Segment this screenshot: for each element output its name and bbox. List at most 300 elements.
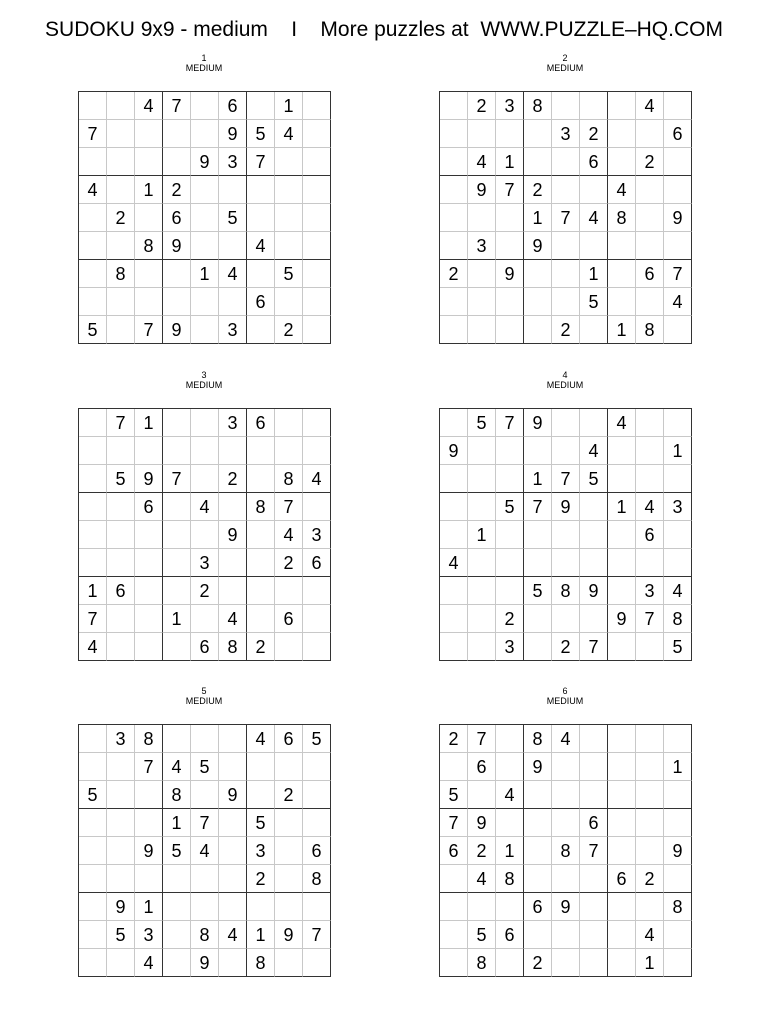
sudoku-cell xyxy=(107,809,135,837)
sudoku-cell xyxy=(664,409,692,437)
sudoku-cell xyxy=(135,633,163,661)
sudoku-cell: 6 xyxy=(580,148,608,176)
sudoku-cell: 9 xyxy=(664,837,692,865)
sudoku-cell xyxy=(440,120,468,148)
sudoku-cell xyxy=(79,921,107,949)
sudoku-cell: 6 xyxy=(247,409,275,437)
sudoku-cell: 2 xyxy=(636,865,664,893)
sudoku-cell: 7 xyxy=(636,605,664,633)
sudoku-cell xyxy=(163,893,191,921)
sudoku-cell: 9 xyxy=(440,437,468,465)
sudoku-cell xyxy=(580,949,608,977)
sudoku-cell: 8 xyxy=(107,260,135,288)
sudoku-cell xyxy=(275,865,303,893)
sudoku-cell xyxy=(496,288,524,316)
sudoku-cell xyxy=(524,120,552,148)
sudoku-cell xyxy=(608,148,636,176)
sudoku-cell: 4 xyxy=(468,148,496,176)
sudoku-cell xyxy=(303,605,331,633)
sudoku-cell: 5 xyxy=(664,633,692,661)
sudoku-cell xyxy=(247,316,275,344)
sudoku-grid xyxy=(78,724,331,977)
sudoku-grid xyxy=(78,91,331,344)
sudoku-cell: 7 xyxy=(303,921,331,949)
sudoku-cell xyxy=(524,549,552,577)
sudoku-cell xyxy=(303,120,331,148)
sudoku-cell: 6 xyxy=(440,837,468,865)
sudoku-cell xyxy=(552,232,580,260)
sudoku-cell xyxy=(636,549,664,577)
sudoku-cell xyxy=(496,549,524,577)
sudoku-cell xyxy=(135,437,163,465)
sudoku-cell xyxy=(275,633,303,661)
sudoku-cell: 7 xyxy=(135,753,163,781)
sudoku-cell: 2 xyxy=(247,633,275,661)
sudoku-cell xyxy=(107,316,135,344)
sudoku-cell xyxy=(303,288,331,316)
sudoku-cell xyxy=(664,148,692,176)
sudoku-cell xyxy=(440,865,468,893)
sudoku-cell xyxy=(664,92,692,120)
sudoku-cell xyxy=(219,176,247,204)
sudoku-cell xyxy=(303,148,331,176)
sudoku-cell xyxy=(552,921,580,949)
sudoku-cell: 3 xyxy=(636,577,664,605)
sudoku-cell: 4 xyxy=(219,921,247,949)
sudoku-cell xyxy=(440,148,468,176)
sudoku-cell xyxy=(303,260,331,288)
sudoku-cell: 6 xyxy=(219,92,247,120)
sudoku-cell xyxy=(79,521,107,549)
sudoku-cell: 7 xyxy=(79,120,107,148)
sudoku-cell: 9 xyxy=(135,837,163,865)
sudoku-cell: 4 xyxy=(303,465,331,493)
sudoku-cell xyxy=(664,232,692,260)
sudoku-cell xyxy=(135,120,163,148)
sudoku-cell xyxy=(79,865,107,893)
sudoku-cell xyxy=(552,260,580,288)
sudoku-cell xyxy=(107,949,135,977)
sudoku-cell: 9 xyxy=(580,577,608,605)
sudoku-cell xyxy=(636,409,664,437)
sudoku-cell xyxy=(163,288,191,316)
sudoku-cell xyxy=(107,605,135,633)
sudoku-cell xyxy=(79,949,107,977)
sudoku-cell xyxy=(524,837,552,865)
sudoku-cell: 5 xyxy=(219,204,247,232)
sudoku-cell xyxy=(496,232,524,260)
sudoku-cell xyxy=(580,865,608,893)
sudoku-cell xyxy=(608,725,636,753)
sudoku-cell xyxy=(664,725,692,753)
sudoku-cell: 7 xyxy=(664,260,692,288)
sudoku-cell xyxy=(163,493,191,521)
puzzle-number: 5 xyxy=(201,686,207,696)
sudoku-cell: 2 xyxy=(636,148,664,176)
sudoku-cell xyxy=(636,204,664,232)
sudoku-cell xyxy=(163,865,191,893)
puzzle-number: 1 xyxy=(201,53,207,63)
sudoku-cell xyxy=(608,288,636,316)
sudoku-cell xyxy=(79,409,107,437)
puzzle-level: MEDIUM xyxy=(546,380,584,390)
sudoku-cell xyxy=(303,409,331,437)
sudoku-cell xyxy=(608,753,636,781)
sudoku-cell: 9 xyxy=(552,493,580,521)
sudoku-cell: 9 xyxy=(524,232,552,260)
sudoku-cell xyxy=(191,120,219,148)
sudoku-cell xyxy=(79,288,107,316)
sudoku-cell xyxy=(496,577,524,605)
sudoku-cell xyxy=(580,921,608,949)
sudoku-cell xyxy=(275,893,303,921)
sudoku-cell xyxy=(636,809,664,837)
sudoku-cell xyxy=(552,949,580,977)
sudoku-cell xyxy=(135,577,163,605)
sudoku-cell xyxy=(247,577,275,605)
sudoku-cell xyxy=(303,316,331,344)
sudoku-cell xyxy=(524,148,552,176)
sudoku-cell xyxy=(664,865,692,893)
sudoku-cell: 7 xyxy=(135,316,163,344)
sudoku-cell xyxy=(496,437,524,465)
sudoku-cell xyxy=(580,753,608,781)
sudoku-cell: 2 xyxy=(107,204,135,232)
sudoku-cell xyxy=(303,809,331,837)
sudoku-cell xyxy=(79,437,107,465)
sudoku-cell xyxy=(440,316,468,344)
sudoku-cell xyxy=(275,176,303,204)
sudoku-cell xyxy=(247,260,275,288)
sudoku-cell xyxy=(275,148,303,176)
sudoku-cell xyxy=(163,633,191,661)
sudoku-cell xyxy=(135,148,163,176)
sudoku-cell: 5 xyxy=(79,781,107,809)
sudoku-cell xyxy=(219,893,247,921)
sudoku-cell xyxy=(496,204,524,232)
puzzle-number: 6 xyxy=(562,686,568,696)
sudoku-cell xyxy=(608,837,636,865)
sudoku-cell: 4 xyxy=(552,725,580,753)
sudoku-cell xyxy=(163,549,191,577)
sudoku-cell xyxy=(496,521,524,549)
sudoku-cell: 9 xyxy=(163,316,191,344)
sudoku-grid xyxy=(439,408,692,661)
sudoku-cell xyxy=(107,837,135,865)
sudoku-cell: 3 xyxy=(664,493,692,521)
sudoku-cell: 5 xyxy=(107,465,135,493)
sudoku-cell: 2 xyxy=(191,577,219,605)
sudoku-cell xyxy=(247,465,275,493)
sudoku-cell xyxy=(79,753,107,781)
sudoku-cell: 5 xyxy=(303,725,331,753)
sudoku-cell: 1 xyxy=(496,837,524,865)
sudoku-cell xyxy=(191,437,219,465)
sudoku-cell: 4 xyxy=(163,753,191,781)
sudoku-cell: 6 xyxy=(303,837,331,865)
sudoku-cell xyxy=(275,837,303,865)
sudoku-cell: 2 xyxy=(552,316,580,344)
sudoku-cell xyxy=(107,753,135,781)
sudoku-cell: 3 xyxy=(496,633,524,661)
sudoku-cell xyxy=(163,725,191,753)
sudoku-cell: 4 xyxy=(636,493,664,521)
sudoku-cell xyxy=(496,465,524,493)
sudoku-cell: 9 xyxy=(468,809,496,837)
sudoku-cell: 5 xyxy=(163,837,191,865)
sudoku-cell xyxy=(219,288,247,316)
sudoku-cell xyxy=(107,148,135,176)
sudoku-cell xyxy=(107,521,135,549)
sudoku-cell xyxy=(664,921,692,949)
sudoku-cell xyxy=(79,465,107,493)
sudoku-cell xyxy=(524,809,552,837)
sudoku-cell: 2 xyxy=(163,176,191,204)
sudoku-cell: 8 xyxy=(664,893,692,921)
sudoku-cell xyxy=(275,577,303,605)
sudoku-cell: 1 xyxy=(135,409,163,437)
sudoku-cell: 9 xyxy=(219,781,247,809)
sudoku-cell: 6 xyxy=(608,865,636,893)
sudoku-cell: 3 xyxy=(468,232,496,260)
sudoku-cell: 2 xyxy=(440,260,468,288)
sudoku-cell: 7 xyxy=(163,465,191,493)
sudoku-cell xyxy=(303,633,331,661)
sudoku-cell xyxy=(468,781,496,809)
sudoku-cell: 3 xyxy=(135,921,163,949)
sudoku-cell: 4 xyxy=(219,260,247,288)
sudoku-cell: 6 xyxy=(664,120,692,148)
sudoku-cell xyxy=(440,893,468,921)
sudoku-cell: 9 xyxy=(219,521,247,549)
sudoku-cell: 3 xyxy=(191,549,219,577)
sudoku-cell xyxy=(79,204,107,232)
sudoku-cell: 7 xyxy=(191,809,219,837)
sudoku-cell xyxy=(135,204,163,232)
sudoku-cell: 9 xyxy=(608,605,636,633)
sudoku-cell xyxy=(468,316,496,344)
sudoku-cell xyxy=(496,949,524,977)
sudoku-cell xyxy=(275,288,303,316)
sudoku-cell xyxy=(468,120,496,148)
sudoku-cell xyxy=(247,521,275,549)
sudoku-cell xyxy=(191,605,219,633)
sudoku-cell xyxy=(219,753,247,781)
sudoku-cell: 6 xyxy=(468,753,496,781)
sudoku-cell: 4 xyxy=(580,204,608,232)
sudoku-cell: 6 xyxy=(163,204,191,232)
sudoku-cell xyxy=(440,465,468,493)
sudoku-cell: 2 xyxy=(247,865,275,893)
sudoku-cell xyxy=(608,893,636,921)
sudoku-cell: 9 xyxy=(191,148,219,176)
sudoku-cell: 4 xyxy=(191,493,219,521)
sudoku-cell xyxy=(107,865,135,893)
sudoku-cell xyxy=(247,781,275,809)
sudoku-cell xyxy=(135,781,163,809)
sudoku-cell xyxy=(664,781,692,809)
sudoku-cell xyxy=(580,605,608,633)
sudoku-cell xyxy=(79,725,107,753)
sudoku-cell xyxy=(219,493,247,521)
sudoku-cell xyxy=(496,120,524,148)
sudoku-cell xyxy=(135,809,163,837)
sudoku-cell xyxy=(580,232,608,260)
sudoku-cell xyxy=(107,437,135,465)
sudoku-cell xyxy=(664,521,692,549)
sudoku-cell: 8 xyxy=(608,204,636,232)
sudoku-cell: 4 xyxy=(247,725,275,753)
sudoku-cell: 3 xyxy=(219,316,247,344)
sudoku-cell: 4 xyxy=(219,605,247,633)
sudoku-cell xyxy=(303,753,331,781)
sudoku-cell: 8 xyxy=(664,605,692,633)
sudoku-cell xyxy=(524,921,552,949)
sudoku-cell xyxy=(135,288,163,316)
sudoku-cell: 4 xyxy=(636,921,664,949)
sudoku-cell xyxy=(496,316,524,344)
sudoku-cell xyxy=(580,493,608,521)
sudoku-cell xyxy=(524,316,552,344)
sudoku-cell xyxy=(608,921,636,949)
sudoku-cell xyxy=(247,176,275,204)
sudoku-cell: 7 xyxy=(580,837,608,865)
sudoku-cell: 9 xyxy=(524,409,552,437)
sudoku-cell: 6 xyxy=(636,260,664,288)
sudoku-cell: 8 xyxy=(219,633,247,661)
sudoku-cell: 3 xyxy=(219,409,247,437)
sudoku-cell: 3 xyxy=(219,148,247,176)
sudoku-cell xyxy=(580,409,608,437)
sudoku-cell: 1 xyxy=(468,521,496,549)
sudoku-cell: 9 xyxy=(552,893,580,921)
sudoku-cell xyxy=(107,781,135,809)
sudoku-grid xyxy=(78,408,331,661)
sudoku-cell: 8 xyxy=(468,949,496,977)
sudoku-cell xyxy=(79,893,107,921)
sudoku-cell xyxy=(135,521,163,549)
sudoku-cell xyxy=(247,204,275,232)
sudoku-cell xyxy=(524,865,552,893)
page-title: SUDOKU 9x9 - medium I More puzzles at WWW.PUZZLE–HQ.COM xyxy=(45,18,723,41)
sudoku-cell xyxy=(468,204,496,232)
sudoku-cell: 5 xyxy=(496,493,524,521)
sudoku-cell: 8 xyxy=(191,921,219,949)
sudoku-cell: 5 xyxy=(79,316,107,344)
sudoku-cell: 2 xyxy=(219,465,247,493)
sudoku-cell: 7 xyxy=(275,493,303,521)
sudoku-cell: 4 xyxy=(580,437,608,465)
sudoku-cell xyxy=(664,176,692,204)
sudoku-cell xyxy=(440,493,468,521)
sudoku-cell xyxy=(524,521,552,549)
sudoku-cell: 6 xyxy=(275,725,303,753)
sudoku-cell xyxy=(247,753,275,781)
sudoku-cell: 1 xyxy=(664,753,692,781)
sudoku-cell xyxy=(107,232,135,260)
sudoku-cell: 7 xyxy=(440,809,468,837)
sudoku-cell: 4 xyxy=(275,521,303,549)
sudoku-cell xyxy=(468,465,496,493)
sudoku-cell: 2 xyxy=(275,549,303,577)
sudoku-cell xyxy=(664,549,692,577)
sudoku-cell: 5 xyxy=(468,921,496,949)
sudoku-cell xyxy=(163,577,191,605)
sudoku-cell: 7 xyxy=(163,92,191,120)
sudoku-cell: 2 xyxy=(440,725,468,753)
sudoku-cell xyxy=(552,605,580,633)
sudoku-cell: 9 xyxy=(191,949,219,977)
sudoku-cell xyxy=(440,949,468,977)
sudoku-cell xyxy=(191,232,219,260)
sudoku-cell xyxy=(79,92,107,120)
sudoku-cell xyxy=(608,549,636,577)
sudoku-cell: 7 xyxy=(524,493,552,521)
sudoku-cell: 2 xyxy=(552,633,580,661)
sudoku-cell xyxy=(524,605,552,633)
sudoku-cell xyxy=(664,465,692,493)
sudoku-cell xyxy=(524,288,552,316)
sudoku-cell xyxy=(247,605,275,633)
sudoku-cell: 5 xyxy=(580,465,608,493)
sudoku-cell xyxy=(664,809,692,837)
sudoku-cell xyxy=(303,232,331,260)
sudoku-cell xyxy=(219,549,247,577)
sudoku-cell: 8 xyxy=(247,949,275,977)
sudoku-cell: 1 xyxy=(496,148,524,176)
sudoku-cell xyxy=(580,92,608,120)
sudoku-cell xyxy=(219,837,247,865)
sudoku-cell: 2 xyxy=(580,120,608,148)
sudoku-cell: 6 xyxy=(524,893,552,921)
sudoku-cell xyxy=(496,809,524,837)
sudoku-cell: 8 xyxy=(303,865,331,893)
sudoku-cell: 4 xyxy=(608,409,636,437)
sudoku-cell xyxy=(107,288,135,316)
sudoku-cell: 1 xyxy=(664,437,692,465)
sudoku-cell: 9 xyxy=(163,232,191,260)
sudoku-cell: 9 xyxy=(468,176,496,204)
sudoku-cell xyxy=(440,521,468,549)
sudoku-cell: 9 xyxy=(219,120,247,148)
sudoku-cell: 8 xyxy=(135,725,163,753)
sudoku-cell: 9 xyxy=(664,204,692,232)
sudoku-cell xyxy=(636,837,664,865)
sudoku-cell: 7 xyxy=(468,725,496,753)
sudoku-cell: 7 xyxy=(552,204,580,232)
sudoku-cell: 8 xyxy=(135,232,163,260)
puzzle-number: 2 xyxy=(562,53,568,63)
sudoku-cell xyxy=(303,949,331,977)
sudoku-cell xyxy=(552,409,580,437)
sudoku-cell xyxy=(440,633,468,661)
sudoku-cell: 9 xyxy=(524,753,552,781)
sudoku-cell: 4 xyxy=(608,176,636,204)
sudoku-cell: 1 xyxy=(135,176,163,204)
sudoku-cell xyxy=(636,753,664,781)
sudoku-cell xyxy=(219,232,247,260)
sudoku-cell: 4 xyxy=(440,549,468,577)
sudoku-cell: 2 xyxy=(275,781,303,809)
sudoku-cell xyxy=(135,260,163,288)
sudoku-cell xyxy=(107,120,135,148)
sudoku-cell xyxy=(468,577,496,605)
sudoku-cell xyxy=(524,633,552,661)
sudoku-cell xyxy=(496,893,524,921)
sudoku-cell: 8 xyxy=(552,577,580,605)
sudoku-cell xyxy=(608,92,636,120)
sudoku-cell xyxy=(440,204,468,232)
